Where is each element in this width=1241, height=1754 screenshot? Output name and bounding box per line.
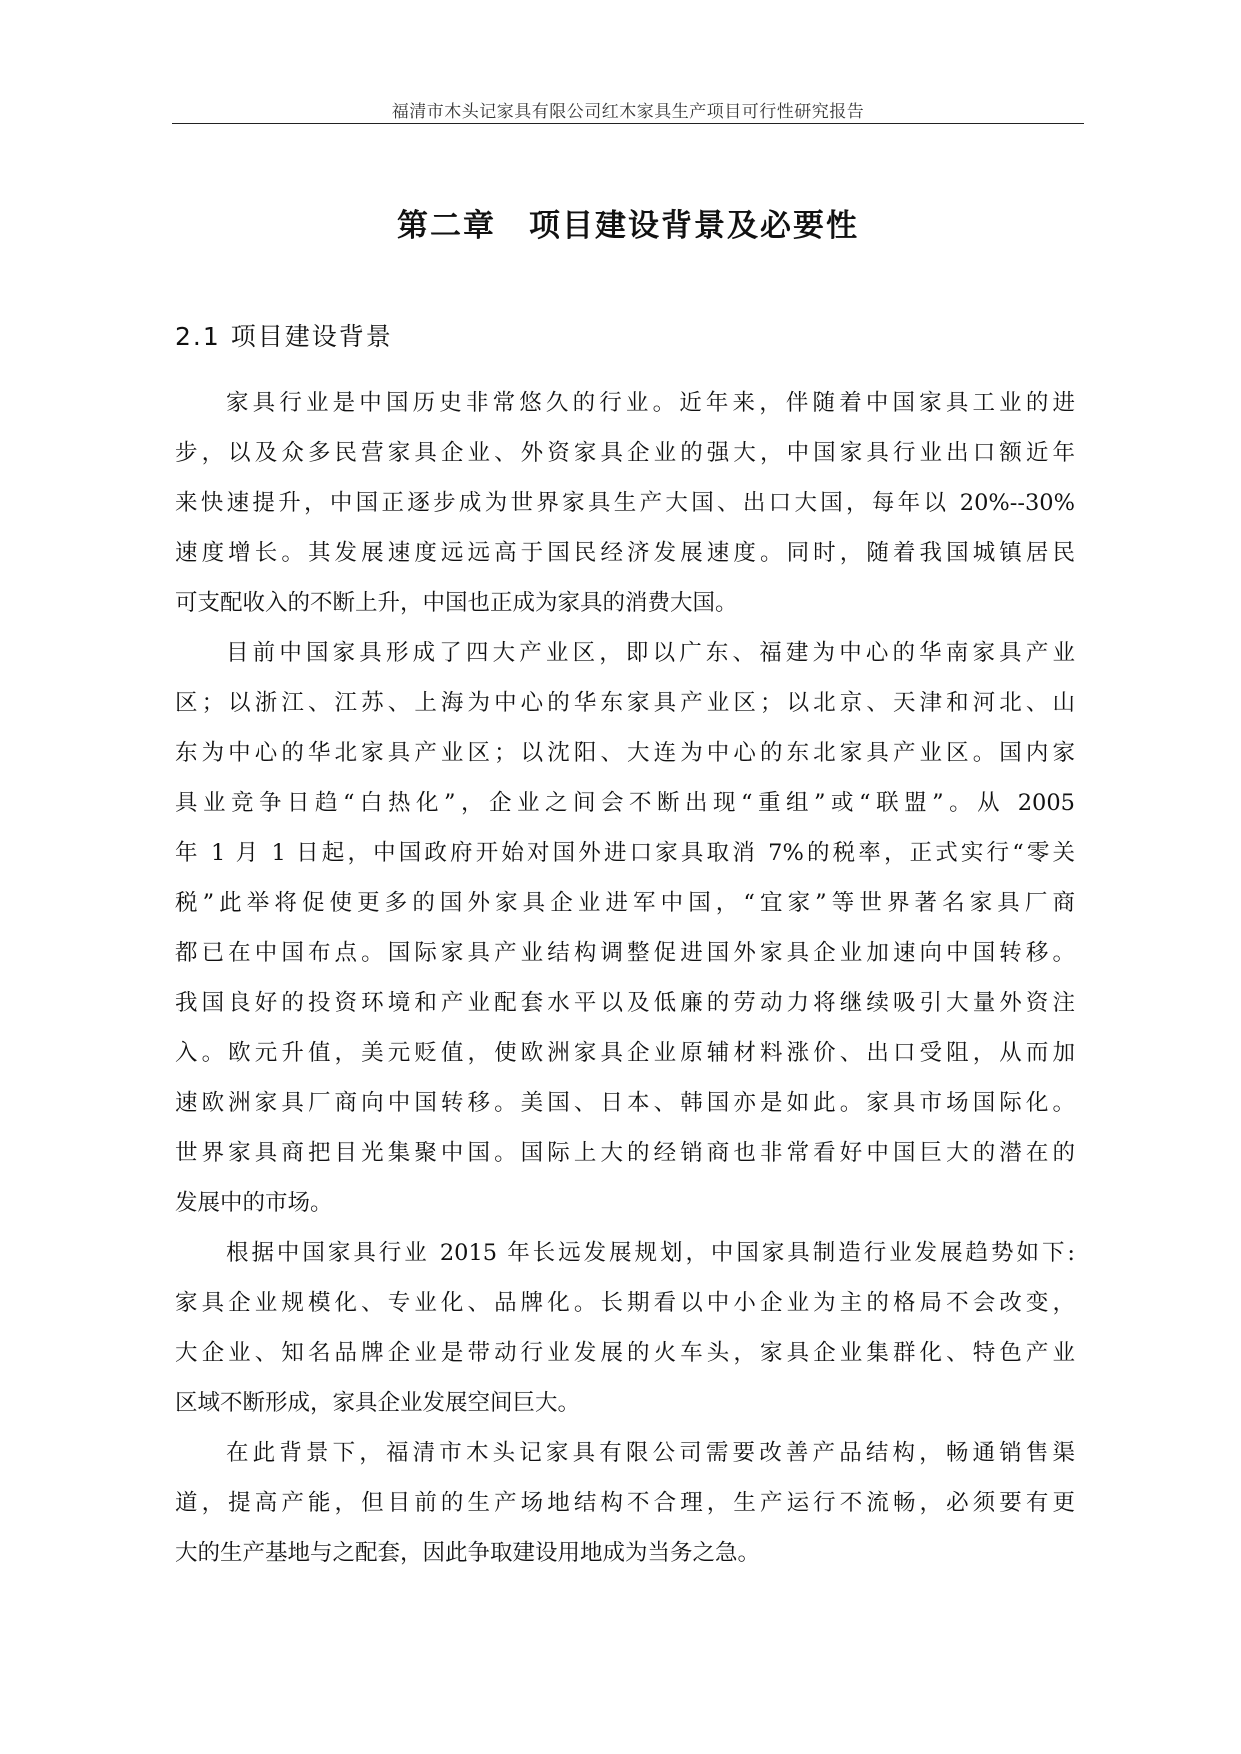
paragraph-line: 在此背景下，福清市木头记家具有限公司需要改善产品结构，畅通销售渠 — [226, 1440, 1075, 1466]
paragraph-line: 发展中的市场。 — [175, 1190, 333, 1216]
paragraph-line: 速欧洲家具厂商向中国转移。美国、日本、韩国亦是如此。家具市场国际化。 — [175, 1090, 1075, 1116]
paragraph-line: 速度增长。其发展速度远远高于国民经济发展速度。同时，随着我国城镇居民 — [175, 540, 1075, 566]
paragraph-line: 我国良好的投资环境和产业配套水平以及低廉的劳动力将继续吸引大量外资注 — [175, 990, 1075, 1016]
paragraph-line: 区域不断形成，家具企业发展空间巨大。 — [175, 1390, 581, 1416]
paragraph-line: 入。欧元升值，美元贬值，使欧洲家具企业原辅材料涨价、出口受阻，从而加 — [175, 1040, 1075, 1066]
paragraph-line: 家具行业是中国历史非常悠久的行业。近年来，伴随着中国家具工业的进 — [226, 390, 1075, 416]
paragraph-line: 大企业、知名品牌企业是带动行业发展的火车头，家具企业集群化、特色产业 — [175, 1340, 1075, 1366]
paragraph-line: 年 1 月 1 日起，中国政府开始对国外进口家具取消 7%的税率，正式实行“零关 — [175, 840, 1075, 866]
paragraph-line: 都已在中国布点。国际家具产业结构调整促进国外家具企业加速向中国转移。 — [175, 940, 1075, 966]
body-text — [175, 378, 1075, 1578]
paragraph-line: 目前中国家具形成了四大产业区，即以广东、福建为中心的华南家具产业 — [226, 640, 1075, 666]
paragraph-line: 大的生产基地与之配套，因此争取建设用地成为当务之急。 — [175, 1540, 761, 1566]
paragraph-line: 区；以浙江、江苏、上海为中心的华东家具产业区；以北京、天津和河北、山 — [175, 690, 1075, 716]
paragraph-line: 税”此举将促使更多的国外家具企业进军中国，“宜家”等世界著名家具厂商 — [175, 890, 1075, 916]
paragraph-line: 具业竞争日趋“白热化”，企业之间会不断出现“重组”或“联盟”。从 2005 — [175, 790, 1075, 816]
paragraph — [175, 378, 1075, 628]
paragraph — [175, 1228, 1075, 1428]
chapter-title: 第二章 项目建设背景及必要性 — [397, 208, 859, 244]
paragraph-line: 道，提高产能，但目前的生产场地结构不合理，生产运行不流畅，必须要有更 — [175, 1490, 1075, 1516]
section-heading: 2.1 项目建设背景 — [175, 322, 393, 351]
paragraph-line: 可支配收入的不断上升，中国也正成为家具的消费大国。 — [175, 590, 738, 616]
paragraph-line: 根据中国家具行业 2015 年长远发展规划，中国家具制造行业发展趋势如下: — [226, 1240, 1075, 1266]
paragraph-line: 家具企业规模化、专业化、品牌化。长期看以中小企业为主的格局不会改变， — [175, 1290, 1075, 1316]
header-rule — [172, 123, 1084, 124]
paragraph — [175, 628, 1075, 1228]
paragraph-line: 世界家具商把目光集聚中国。国际上大的经销商也非常看好中国巨大的潜在的 — [175, 1140, 1075, 1166]
paragraph-line: 来快速提升，中国正逐步成为世界家具生产大国、出口大国，每年以 20%--30% — [175, 490, 1075, 516]
paragraph-line: 东为中心的华北家具产业区；以沈阳、大连为中心的东北家具产业区。国内家 — [175, 740, 1075, 766]
paragraph — [175, 1428, 1075, 1578]
running-header: 福清市木头记家具有限公司红木家具生产项目可行性研究报告 — [391, 102, 865, 122]
paragraph-line: 步，以及众多民营家具企业、外资家具企业的强大，中国家具行业出口额近年 — [175, 440, 1075, 466]
